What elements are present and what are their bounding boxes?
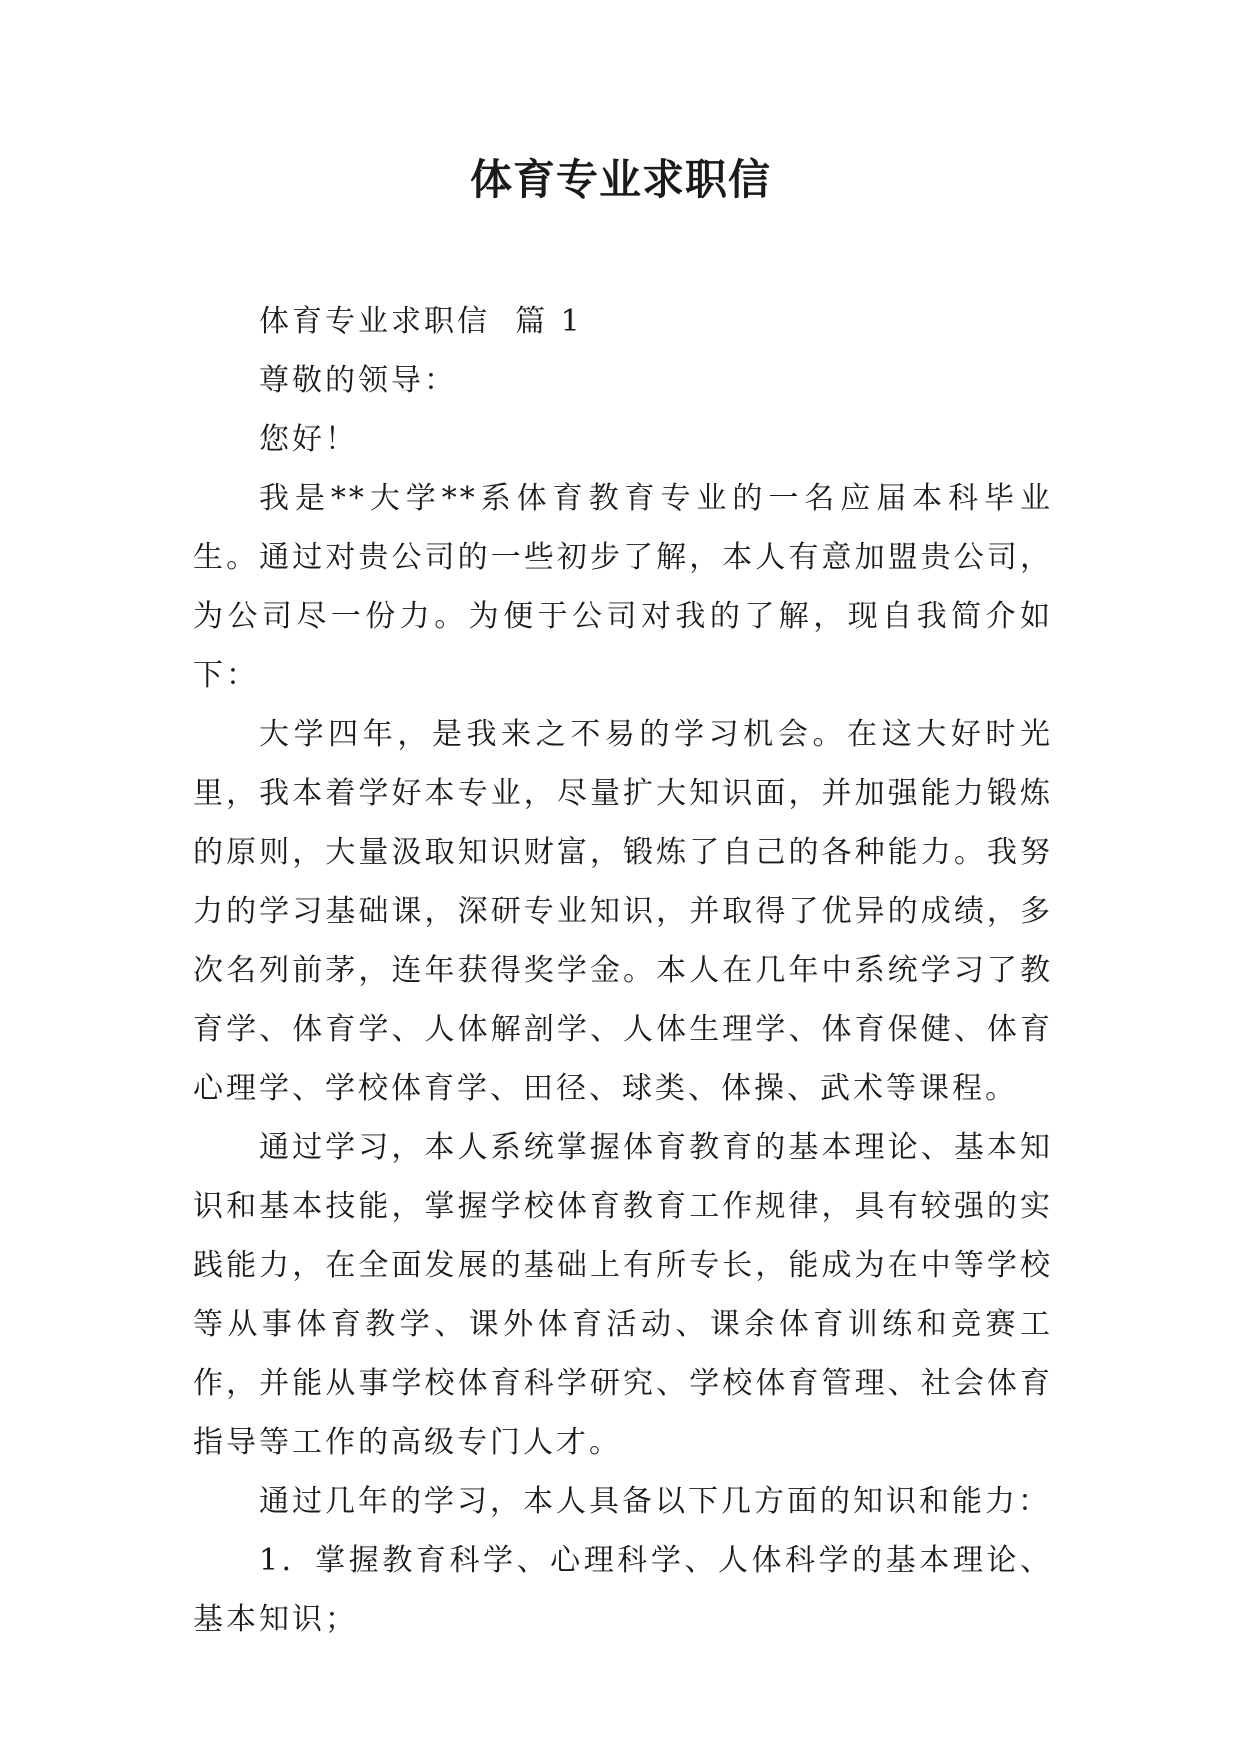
- document-body: [193, 292, 1053, 1649]
- greeting: 您好！: [259, 422, 358, 457]
- paragraph-introduction: 我是**大学**系体育教育专业的一名应届本科毕业生。通过对贵公司的一些初步了解，本人有意加盟贵公司，为公司尽一份力。为便于公司对我的了解，现自我简介如下：: [193, 481, 1053, 693]
- salutation: 尊敬的领导：: [259, 363, 457, 398]
- list-item-1: 1．掌握教育科学、心理科学、人体科学的基本理论、基本知识；: [193, 1543, 1053, 1637]
- paragraph-university-study: 大学四年，是我来之不易的学习机会。在这大好时光里，我本着学好本专业，尽量扩大知识面，并加强能力锻炼的原则，大量汲取知识财富，锻炼了自己的各种能力。我努力的学习基础课，深研专业知识，并取得了优异的成绩，多次名列前茅，连年获得奖学金。本人在几年中系统学习了教育学、体育学、人体解剖学、人体生理学、体育保健、体育心理学、学校体育学、田径、球类、体操、武术等课程。: [193, 717, 1053, 1106]
- paragraph-abilities-intro: 通过几年的学习，本人具备以下几方面的知识和能力：: [259, 1484, 1051, 1519]
- document-title: 体育专业求职信: [469, 155, 771, 204]
- section-heading: 体育专业求职信 篇 1: [259, 304, 583, 339]
- paragraph-skills: 通过学习，本人系统掌握体育教育的基本理论、基本知识和基本技能，掌握学校体育教育工作规律，具有较强的实践能力，在全面发展的基础上有所专长，能成为在中等学校等从事体育教学、课外体育活动、课余体育训练和竞赛工作，并能从事学校体育科学研究、学校体育管理、社会体育指导等工作的高级专门人才。: [193, 1130, 1053, 1460]
